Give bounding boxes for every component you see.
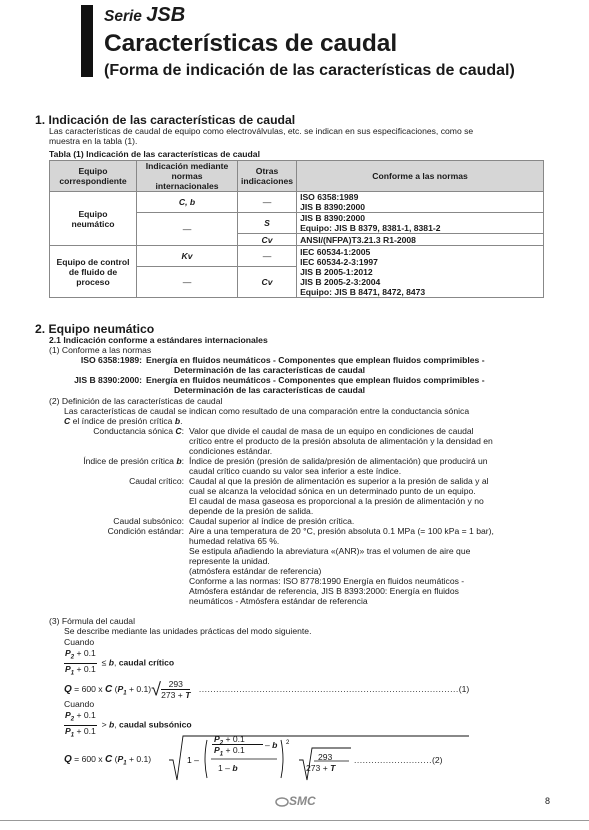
subsection-2-1: 2.1 Indicación conforme a estándares internacionales bbox=[49, 335, 268, 345]
footer-line bbox=[0, 820, 589, 821]
cell-dash: — bbox=[137, 267, 238, 298]
cell-kv: Kv bbox=[137, 246, 238, 267]
cell-cb: C, b bbox=[137, 192, 238, 213]
section1-intro-2: muestra en la tabla (1). bbox=[49, 136, 138, 146]
def-c-1: Valor que divide el caudal de masa de un equipo en condiciones de caudal bbox=[189, 426, 474, 436]
section1-heading: 1. Indicación de las características de caudal bbox=[35, 113, 296, 127]
def-std-8: neumáticos - Atmósfera estándar de referencia bbox=[189, 596, 368, 606]
p2-intro-2: C el índice de presión crítica b. bbox=[64, 416, 183, 426]
p2-heading: (2) Definición de las características de caudal bbox=[49, 396, 223, 406]
iso-text-2: Determinación de las características de caudal bbox=[174, 365, 366, 375]
p3-heading: (3) Fórmula del caudal bbox=[49, 616, 135, 626]
page-number: 8 bbox=[545, 796, 551, 806]
def-std-4: represente la unidad. bbox=[189, 556, 270, 566]
condition-critical: $\frac{P_2 + 0.1}{P_1 + 0.1}$ ≤ b, caudal crítico bbox=[65, 648, 175, 677]
def-std-1: Aire a una temperatura de 20 °C, presión absoluta 0.1 MPa (= 100 kPa = 1 bar), bbox=[189, 526, 494, 536]
cell-s: S bbox=[238, 213, 297, 234]
p1-heading: (1) Conforme a las normas bbox=[49, 345, 152, 355]
def-b-1: Índice de presión (presión de salida/presión de alimentación) que producirá un bbox=[189, 456, 488, 466]
smc-logo-icon bbox=[275, 797, 289, 807]
section2-heading: 2. Equipo neumático bbox=[35, 322, 155, 336]
page-subtitle: (Forma de indicación de las características de caudal) bbox=[104, 62, 515, 79]
th-other: Otras indicaciones bbox=[238, 161, 297, 192]
page-title: Características de caudal bbox=[104, 30, 398, 57]
cell-std: JIS B 8390:2000 Equipo: JIS B 8379, 8381-1, 8381-2 bbox=[297, 213, 544, 234]
group-pneumatic: Equipo neumático bbox=[50, 192, 137, 246]
def-std-7: Atmósfera estándar de referencia, JIS B 8393:2000: Energía en fluidos bbox=[189, 586, 459, 596]
iso-label: ISO 6358:1989: bbox=[80, 355, 142, 365]
def-std-label: Condición estándar: bbox=[107, 526, 184, 536]
table-title: Tabla (1) Indicación de las características de caudal bbox=[49, 149, 260, 159]
header-bar bbox=[81, 5, 93, 77]
smc-logo: SMC bbox=[275, 796, 316, 807]
characteristics-table bbox=[49, 160, 544, 298]
cell-std: IEC 60534-1:2005 IEC 60534-2-3:1997 JIS B 2005-1:2012 JIS B 2005-2-3:2004 Equipo: JIS B 8471, 8472, 8473 bbox=[297, 246, 544, 298]
def-std-5: (atmósfera estándar de referencia) bbox=[189, 566, 322, 576]
def-std-6: Conforme a las normas: ISO 8778:1990 Energía en fluidos neumáticos - bbox=[189, 576, 465, 586]
def-crit-1: Caudal al que la presión de alimentación es superior a la presión de salida y al bbox=[189, 476, 489, 486]
cell-cv: Cv bbox=[238, 267, 297, 298]
def-c-label: Conductancia sónica C: bbox=[93, 426, 184, 436]
cell-dash: — bbox=[238, 246, 297, 267]
def-sub-1: Caudal superior al índice de presión crítica. bbox=[189, 516, 355, 526]
series-label: Serie JSB bbox=[104, 4, 186, 26]
def-std-3: Se estipula añadiendo la abreviatura «(ANR)» tras el volumen de aire que bbox=[189, 546, 471, 556]
svg-text:2: 2 bbox=[286, 740, 290, 746]
jis-label: JIS B 8390:2000: bbox=[74, 375, 142, 385]
group-process: Equipo de control de fluido de proceso bbox=[50, 246, 137, 298]
jis-text-1: Energía en fluidos neumáticos - Componentes que emplean fluidos comprimibles - bbox=[146, 375, 485, 385]
def-crit-4: depende de la presión de salida. bbox=[189, 506, 314, 516]
def-b-2: caudal crítico cuando su valor sea inferior a este índice. bbox=[189, 466, 402, 476]
def-c-2: crítico entre el producto de la presión absoluta de alimentación y la densidad en bbox=[189, 436, 493, 446]
def-crit-3: El caudal de masa gaseosa es proporcional a la presión de alimentación y no bbox=[189, 496, 484, 506]
condition-subsonic: $\frac{P_2 + 0.1}{P_1 + 0.1}$ > b, caudal subsónico bbox=[65, 710, 192, 739]
cuando-1: Cuando bbox=[64, 637, 95, 647]
th-intl: Indicación mediante normas internacionales bbox=[137, 161, 238, 192]
cell-cv: Cv bbox=[238, 234, 297, 246]
equation-1: Q = 600 x C $(P_1 + 0.1)√$ $\frac{293}{273 + T}$ ..........................................................................................(1) bbox=[64, 679, 470, 701]
def-b-label: Índice de presión crítica b: bbox=[83, 456, 184, 466]
jis-text-2: Determinación de las características de caudal bbox=[174, 385, 366, 395]
cell-dash: — bbox=[238, 192, 297, 213]
def-crit-2: cual se alcanza la velocidad sónica en un determinado punto de un equipo. bbox=[189, 486, 476, 496]
def-crit-label: Caudal crítico: bbox=[129, 476, 184, 486]
cell-std: ANSI/(NFPA)T3.21.3 R1-2008 bbox=[297, 234, 544, 246]
cuando-2: Cuando bbox=[64, 699, 95, 709]
cell-dash: — bbox=[137, 213, 238, 246]
iso-text-1: Energía en fluidos neumáticos - Componentes que emplean fluidos comprimibles - bbox=[146, 355, 485, 365]
th-equipment: Equipo correspondiente bbox=[50, 161, 137, 192]
svg-text:1 –: 1 – bbox=[187, 755, 199, 765]
cell-std: ISO 6358:1989 JIS B 8390:2000 bbox=[297, 192, 544, 213]
def-c-3: condiciones estándar. bbox=[189, 446, 273, 456]
p2-intro-1: Las características de caudal se indican como resultado de una comparación entre la conductancia sónica bbox=[64, 406, 470, 416]
section1-intro-1: Las características de caudal de equipo como electroválvulas, etc. se indican en sus especificaciones, como se bbox=[49, 126, 474, 136]
th-standards: Conforme a las normas bbox=[297, 161, 544, 192]
def-sub-label: Caudal subsónico: bbox=[113, 516, 184, 526]
p3-intro: Se describe mediante las unidades prácticas del modo siguiente. bbox=[64, 626, 312, 636]
def-std-2: humedad relativa 65 %. bbox=[189, 536, 280, 546]
